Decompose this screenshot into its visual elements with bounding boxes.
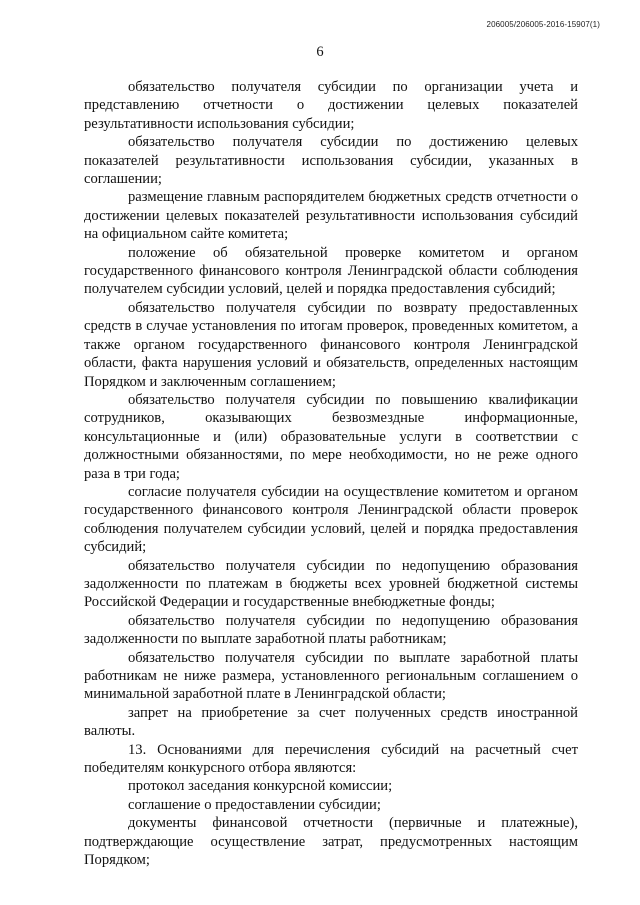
document-body [84, 78, 578, 869]
paragraph: обязательство получателя субсидии по возврату предоставленных средств в случае установления по итогам проверок, проведенных комитетом, а также органом государственного финансового контроля Ленинградской области, факта нарушения условий и обязательств, определенных настоящим Порядком и заключенным соглашением; [84, 299, 578, 390]
page-number: 6 [316, 44, 324, 60]
paragraph: обязательство получателя субсидии по организации учета и представлению отчетности о достижении целевых показателей результативности использования субсидии; [84, 79, 578, 132]
paragraph: обязательство получателя субсидии по повышению квалификации сотрудников, оказывающих безвозмездные информационные, консультационные и (или) образовательные услуги в соответствии с должностными обязанностями, по мере необходимости, но не реже одного раза в три года; [84, 391, 578, 482]
paragraph: соглашение о предоставлении субсидии; [128, 796, 381, 813]
paragraph: запрет на приобретение за счет полученных средств иностранной валюты. [84, 704, 578, 740]
paragraph: документы финансовой отчетности (первичные и платежные), подтверждающие осуществление затрат, предусмотренных настоящим Порядком; [84, 815, 578, 869]
paragraph: согласие получателя субсидии на осуществление комитетом и органом государственного финансового контроля Ленинградской области проверок соблюдения получателем субсидии условий, целей и порядка предоставления субсидий; [84, 483, 578, 556]
document-id: 206005/206005-2016-15907(1) [486, 20, 600, 29]
paragraph: обязательство получателя субсидии по недопущению образования задолженности по выплате заработной платы работникам; [84, 612, 578, 648]
paragraph: протокол заседания конкурсной комиссии; [128, 778, 393, 795]
paragraph: обязательство получателя субсидии по достижению целевых показателей результативности использования субсидии, указанных в соглашении; [84, 134, 578, 188]
paragraph: обязательство получателя субсидии по недопущению образования задолженности по платежам в бюджеты всех уровней бюджетной системы Российской Федерации и государственные внебюджетные фонды; [84, 557, 578, 611]
paragraph: обязательство получателя субсидии по выплате заработной платы работникам не ниже размера, установленного региональным соглашением о минимальной заработной плате в Ленинградской области; [84, 649, 578, 703]
paragraph: положение об обязательной проверке комитетом и органом государственного финансового контроля Ленинградской области соблюдения получателем субсидии условий, целей и порядка предоставления субсидий; [84, 244, 578, 298]
section-13-heading: 13. Основаниями для перечисления субсидий на расчетный счет победителям конкурсного отбора являются: [84, 741, 578, 777]
paragraph: размещение главным распорядителем бюджетных средств отчетности о достижении целевых показателей результативности использования субсидий на официальном сайте комитета; [84, 189, 578, 243]
